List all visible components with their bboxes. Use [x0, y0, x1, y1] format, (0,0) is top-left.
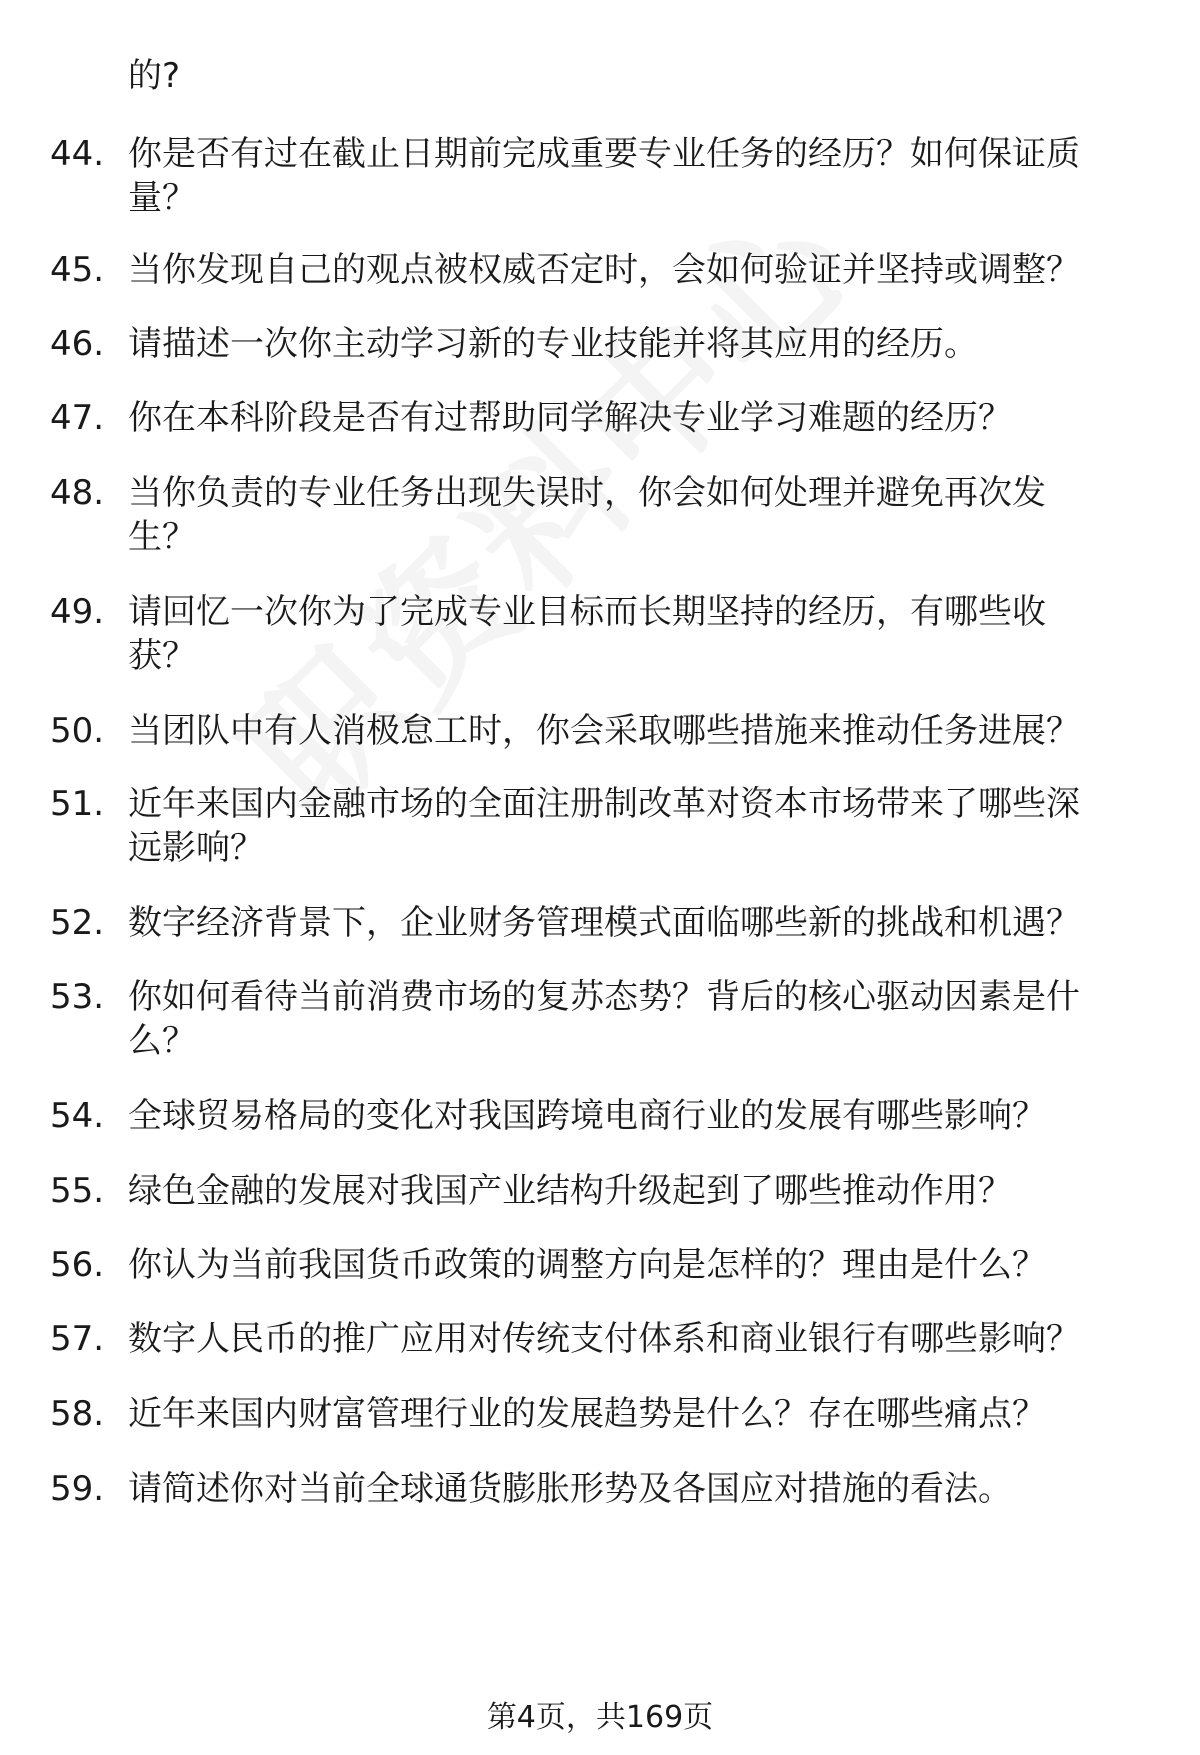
question-text: 当团队中有人消极怠工时，你会采取哪些措施来推动任务进展？	[128, 711, 1080, 751]
question-number: 57.	[50, 1319, 105, 1359]
question-text: 近年来国内金融市场的全面注册制改革对资本市场带来了哪些深 远影响？	[128, 784, 1080, 868]
question-text: 你在本科阶段是否有过帮助同学解决专业学习难题的经历？	[128, 398, 1012, 438]
question-text: 当你负责的专业任务出现失误时，你会如何处理并避免再次发 生？	[128, 473, 1046, 557]
question-number: 50.	[50, 711, 105, 751]
question-number: 53.	[50, 977, 105, 1017]
question-text: 全球贸易格局的变化对我国跨境电商行业的发展有哪些影响？	[128, 1096, 1046, 1136]
question-number: 54.	[50, 1096, 105, 1136]
question-number: 45.	[50, 250, 105, 290]
question-number: 46.	[50, 324, 105, 364]
question-number: 58.	[50, 1394, 105, 1434]
question-text: 请简述你对当前全球通货膨胀形势及各国应对措施的看法。	[128, 1469, 1012, 1509]
question-text: 请回忆一次你为了完成专业目标而长期坚持的经历，有哪些收 获？	[128, 592, 1046, 676]
question-number: 48.	[50, 473, 105, 513]
question-number: 56.	[50, 1245, 105, 1285]
question-number: 51.	[50, 784, 105, 824]
continuation-text: 的?	[128, 56, 181, 96]
question-text: 请描述一次你主动学习新的专业技能并将其应用的经历。	[128, 324, 978, 364]
page-footer: 第4页，共169页	[486, 1700, 714, 1735]
question-text: 数字人民币的推广应用对传统支付体系和商业银行有哪些影响？	[128, 1319, 1080, 1359]
question-text: 数字经济背景下，企业财务管理模式面临哪些新的挑战和机遇？	[128, 903, 1080, 943]
question-text: 你如何看待当前消费市场的复苏态势？背后的核心驱动因素是什 么？	[128, 977, 1080, 1061]
question-text: 你认为当前我国货币政策的调整方向是怎样的？理由是什么？	[128, 1245, 1046, 1285]
question-number: 59.	[50, 1469, 105, 1509]
question-number: 47.	[50, 398, 105, 438]
question-text: 绿色金融的发展对我国产业结构升级起到了哪些推动作用？	[128, 1171, 1012, 1211]
question-number: 44.	[50, 134, 105, 174]
question-text: 当你发现自己的观点被权威否定时，会如何验证并坚持或调整？	[128, 250, 1080, 290]
question-number: 52.	[50, 903, 105, 943]
question-number: 49.	[50, 592, 105, 632]
question-text: 你是否有过在截止日期前完成重要专业任务的经历？如何保证质 量？	[128, 134, 1080, 218]
question-number: 55.	[50, 1171, 105, 1211]
question-text: 近年来国内财富管理行业的发展趋势是什么？存在哪些痛点？	[128, 1394, 1046, 1434]
